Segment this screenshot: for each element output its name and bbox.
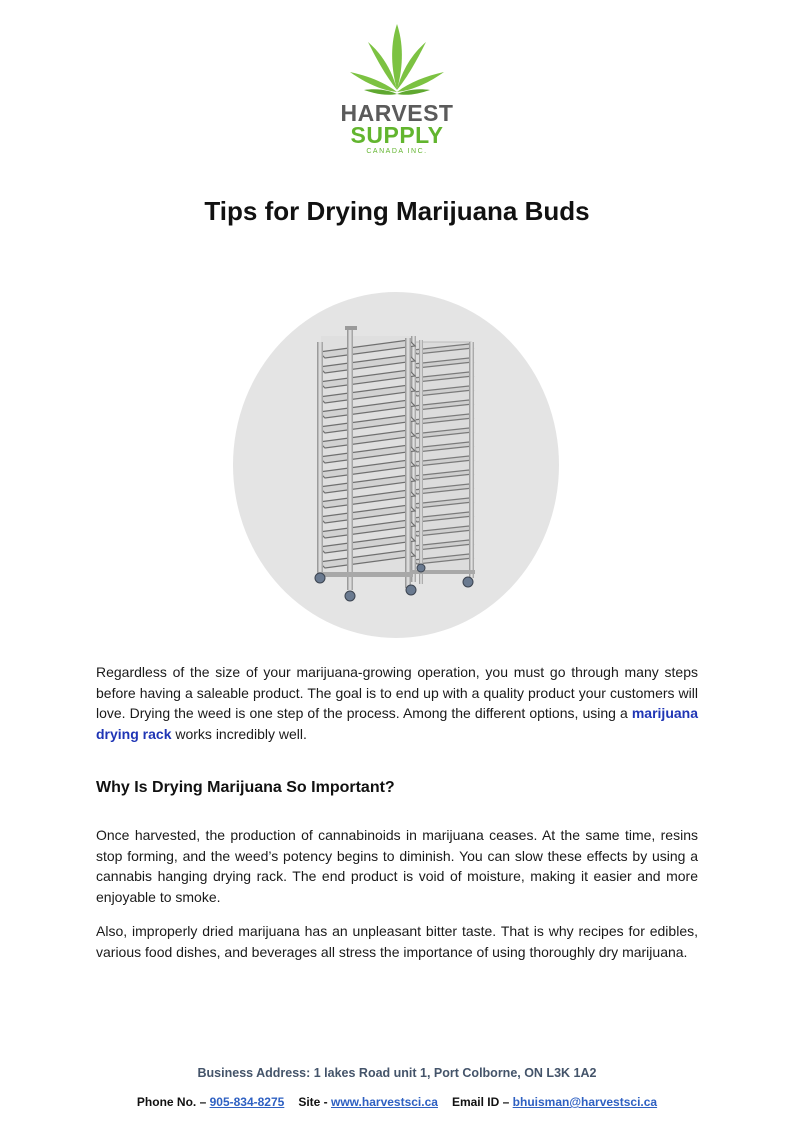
marijuana-drying-rack-link[interactable]: marijuana drying rack bbox=[96, 705, 698, 742]
intro-text-after: works incredibly well. bbox=[171, 725, 307, 742]
phone-link[interactable]: 905-834-8275 bbox=[209, 1095, 285, 1109]
paragraph-taste: Also, improperly dried marijuana has an unpleasant bitter taste. That is why recipes for edibles, various food dishes, and beverages all stress the importance of using thoroughly dry marijuana. bbox=[96, 923, 698, 960]
page-title: Tips for Drying Marijuana Buds bbox=[204, 196, 590, 226]
paragraph-importance: Once harvested, the production of cannabinoids in marijuana ceases. At the same time, resins stop forming, and the weed’s potency begins to diminish. You can slow these effects by using a cannabis hanging drying rack. The end product is void of moisture, making it easier and more enjoyable to smoke. bbox=[96, 827, 698, 905]
company-logo bbox=[330, 20, 464, 160]
drying-rack-image bbox=[233, 292, 559, 638]
email-label: Email ID – bbox=[451, 1095, 513, 1109]
email-link[interactable]: bhuisman@harvestsci.ca bbox=[512, 1095, 658, 1109]
logo-line-canada: CANADA INC. bbox=[366, 148, 428, 155]
phone-label: Phone No bbox=[136, 1095, 193, 1109]
intro-paragraph bbox=[96, 662, 698, 744]
footer-contact bbox=[0, 1095, 794, 1109]
logo-line-harvest: HARVEST bbox=[340, 100, 454, 126]
footer-address: Business Address: 1 lakes Road unit 1, Port Colborne, ON L3K 1A2 bbox=[197, 1066, 597, 1080]
section-heading: Why Is Drying Marijuana So Important? bbox=[96, 779, 395, 796]
phone-separator: . – bbox=[192, 1095, 210, 1109]
site-label: Site - bbox=[298, 1095, 331, 1109]
intro-text-before: Regardless of the size of your marijuana-growing operation, you must go through many steps before having a saleable product. The goal is to end up with a quality product your customers will love. Drying the weed is one step of the process. Among the different options, using a bbox=[96, 664, 698, 721]
website-link[interactable]: www.harvestsci.ca bbox=[331, 1095, 438, 1109]
logo-line-supply: SUPPLY bbox=[350, 122, 444, 148]
cannabis-leaf-icon bbox=[348, 20, 446, 100]
